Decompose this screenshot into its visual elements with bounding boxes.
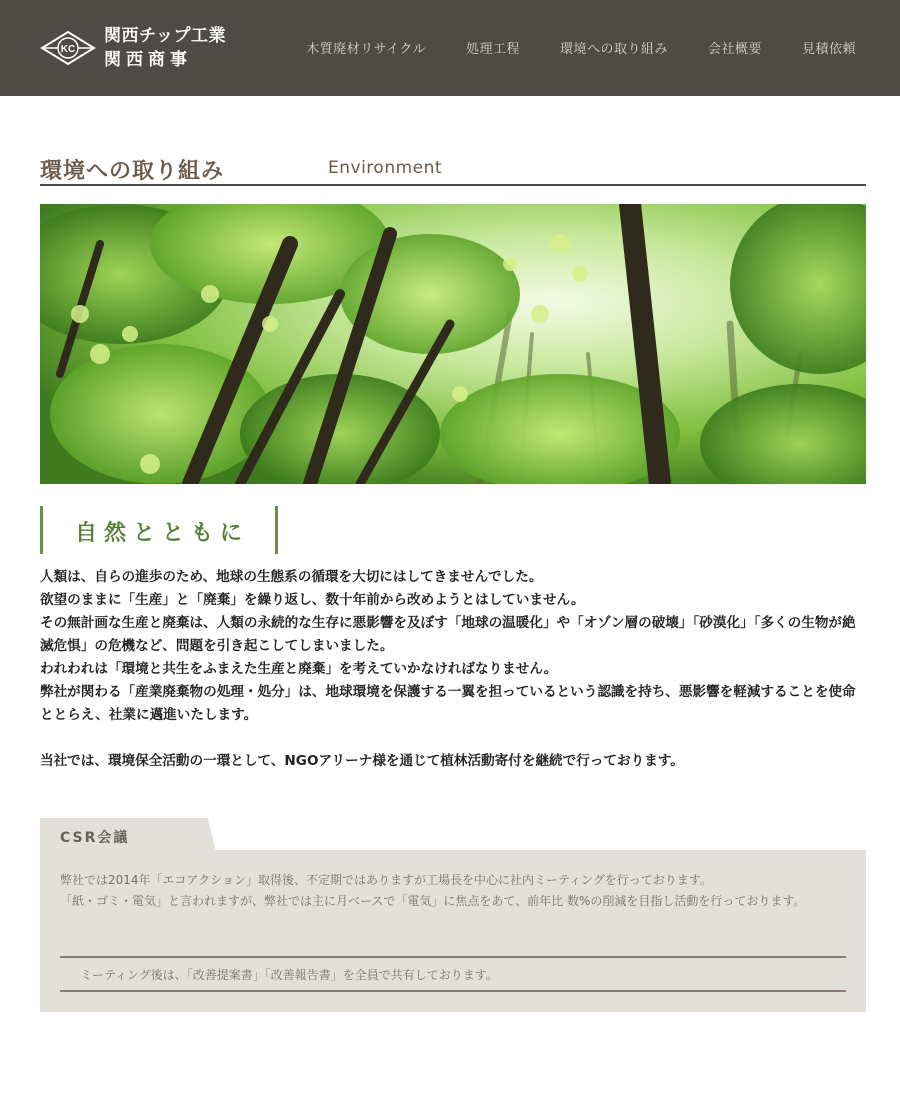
intro-paragraph: その無計画な生産と廃棄は、人類の永続的な生存に悪影響を及ぼす「地球の温暖化」や「オゾン層の破壊」「砂漠化」「多くの生物が絶滅危惧」の危機など、問題を引き起こしてしまいました。: [40, 615, 856, 654]
nav-process[interactable]: 処理工程: [465, 42, 520, 57]
csr-note: [60, 956, 846, 992]
kc-logo-icon: [40, 30, 96, 66]
page-title: 環境への取り組み: [40, 159, 225, 184]
nav-wood-recycling[interactable]: 木質廃材リサイクル: [306, 42, 426, 57]
csr-body: [60, 870, 846, 912]
intro-paragraph: 欲望のままに「生産」と「廃棄」を繰り返し、数十年前から改めようとはしていません。: [40, 592, 585, 608]
nav-estimate[interactable]: 見積依頼: [801, 42, 856, 57]
csr-line: 「紙・ゴミ・電気」と言われますが、弊社では主に月ベースで「電気」に焦点をあて、前年比 数%の削減を目指し活動を行っております。: [60, 894, 806, 908]
intro-paragraph: われわれは「環境と共生をふまえた生産と廃棄」を考えていかなければなりません。: [40, 661, 558, 677]
logo[interactable]: [40, 22, 226, 74]
logo-text: [104, 24, 226, 72]
section-title: 自然とともに: [75, 521, 250, 546]
intro-paragraph: 弊社が関わる「産業廃棄物の処理・処分」は、地球環境を保護する一翼を担っているという認識を持ち、悪影響を軽減することを使命ととらえ、社業に邁進いたします。: [40, 684, 856, 723]
company-name-2: 関西商事: [104, 50, 192, 70]
logo-mark-text: KC: [60, 44, 76, 55]
section-heading: [40, 506, 278, 554]
closing-paragraph: 当社では、環境保全活動の一環として、NGOアリーナ様を通じて植林活動寄付を継続で行っております。: [40, 753, 684, 769]
page-heading: [40, 152, 866, 186]
site-header: [0, 0, 900, 96]
forest-illustration: [40, 204, 866, 484]
csr-box: [40, 850, 866, 1012]
csr-note-text: ミーティング後は、「改善提案書」「改善報告書」を全員で共有しております。: [80, 968, 498, 982]
company-name-1: 関西チップ工業: [104, 26, 226, 46]
hero-forest-image: [40, 204, 866, 484]
csr-tab-label: CSR会議: [60, 830, 130, 846]
spacer: [40, 727, 866, 750]
csr-line: 弊社では2014年「エコアクション」取得後、不定期ではありますが工場長を中心に社内ミーティングを行っております。: [60, 873, 712, 887]
intro-text: [40, 566, 866, 773]
main-nav: [306, 38, 856, 57]
csr-tab: [40, 818, 208, 852]
nav-company[interactable]: 会社概要: [707, 42, 762, 57]
intro-paragraph: 人類は、自らの進歩のため、地球の生態系の循環を大切にはしてきませんでした。: [40, 569, 543, 585]
nav-environment[interactable]: 環境への取り組み: [559, 42, 668, 57]
page-title-en: Environment: [328, 158, 443, 178]
